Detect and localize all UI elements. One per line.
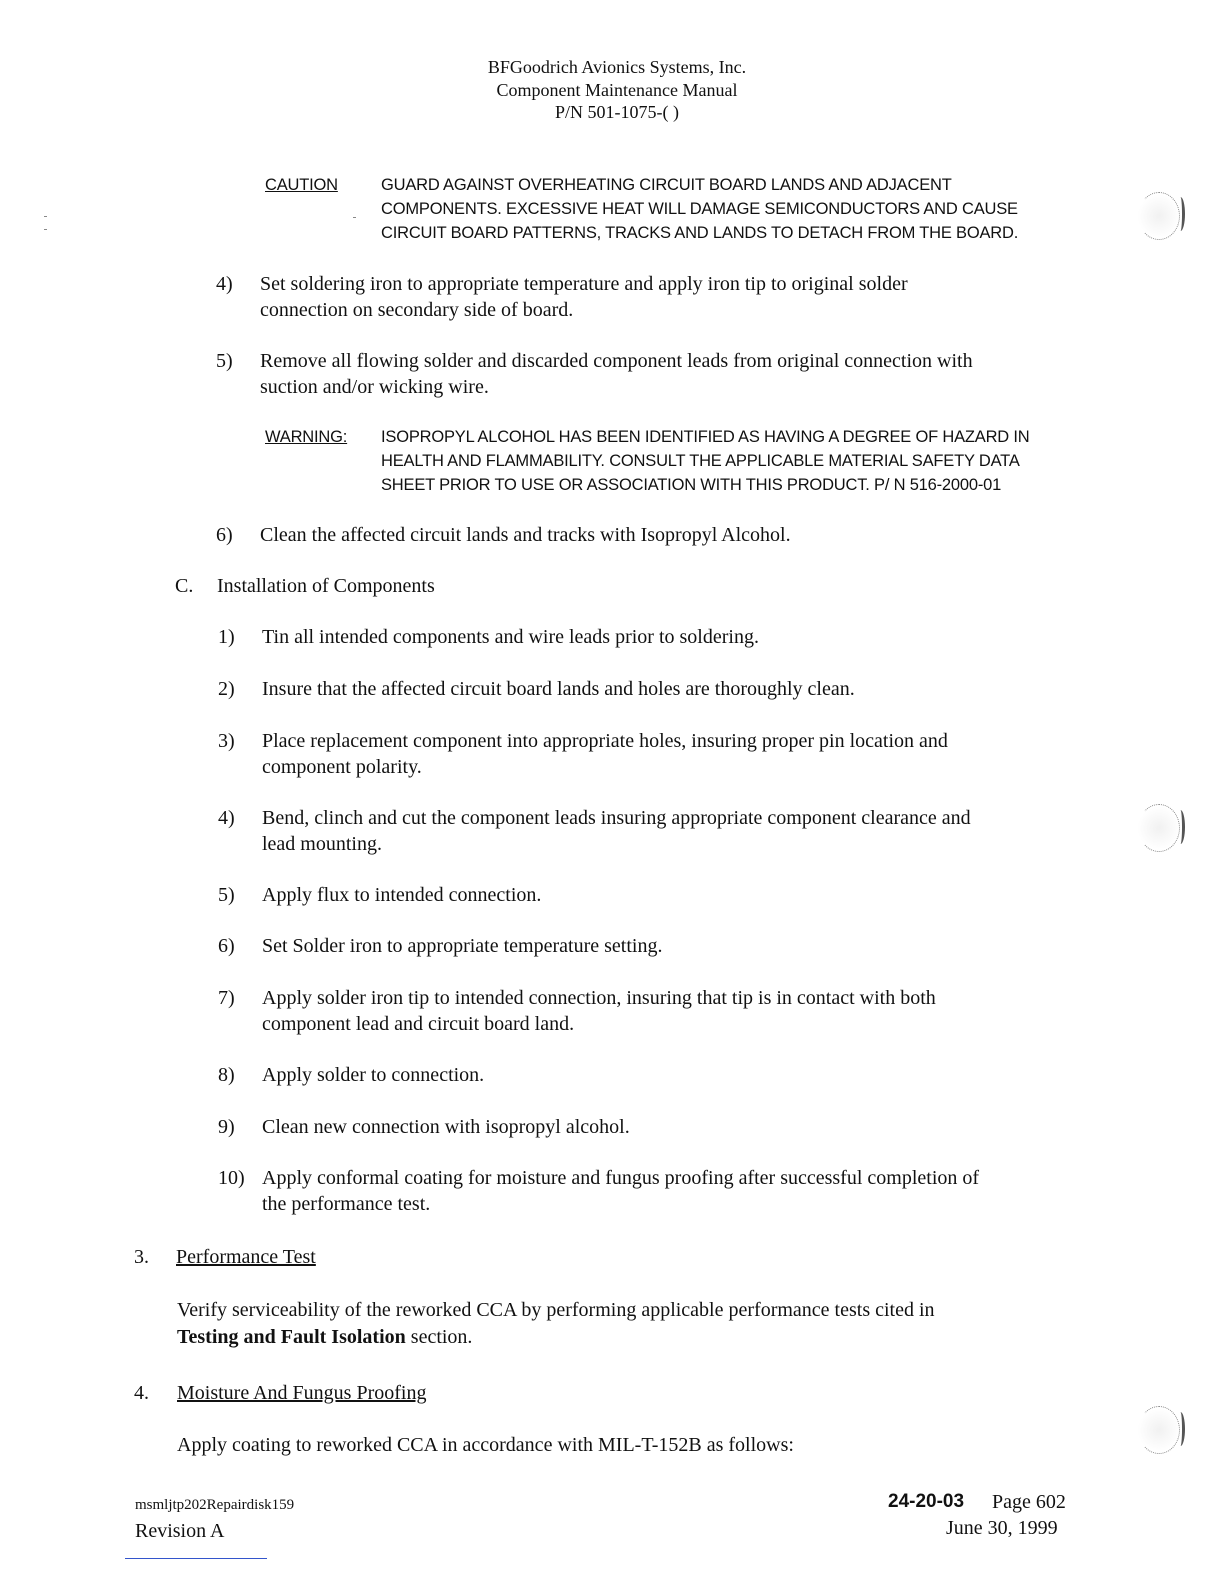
step-text-line: Apply solder to connection.: [262, 1064, 485, 1086]
section-3-bold-reference: Testing and Fault Isolation: [177, 1326, 406, 1348]
step-text-line: connection on secondary side of board.: [260, 299, 574, 321]
step-number: 8): [218, 1064, 235, 1086]
caution-label: CAUTION: [265, 176, 338, 194]
header-company: BFGoodrich Avionics Systems, Inc.: [487, 57, 747, 77]
step-text-line: Tin all intended components and wire leads prior to soldering.: [262, 626, 759, 648]
step-text-line: suction and/or wicking wire.: [260, 376, 489, 398]
section-c-title: Installation of Components: [217, 575, 435, 597]
step-number: 4): [216, 273, 233, 295]
footer-date: June 30, 1999: [946, 1517, 1058, 1539]
warning-line-1: ISOPROPYL ALCOHOL HAS BEEN IDENTIFIED AS HAVING A DEGREE OF HAZARD IN: [381, 428, 1030, 446]
step-text-line: Clean the affected circuit lands and tracks with Isopropyl Alcohol.: [260, 524, 791, 546]
warning-line-2: HEALTH AND FLAMMABILITY. CONSULT THE APPLICABLE MATERIAL SAFETY DATA: [381, 452, 1020, 470]
step-number: 6): [218, 935, 235, 957]
header-manual: Component Maintenance Manual: [496, 80, 738, 100]
scan-speck: [353, 217, 356, 218]
step-text-line: Remove all flowing solder and discarded component leads from original connection with: [260, 350, 973, 372]
section-3-title: Performance Test: [176, 1246, 316, 1268]
section-4-number: 4.: [134, 1382, 149, 1404]
warning-label: WARNING:: [265, 428, 348, 446]
punch-hole-edge-icon: [1176, 197, 1185, 231]
punch-hole-edge-icon: [1176, 810, 1185, 844]
step-text-line: Clean new connection with isopropyl alcohol.: [262, 1116, 630, 1138]
step-text-line: Apply conformal coating for moisture and fungus proofing after successful completion of: [262, 1167, 980, 1189]
section-3-text-line-2: [177, 1324, 472, 1350]
punch-hole-icon: [1138, 804, 1180, 852]
footer-section-code: 24-20-03: [888, 1491, 965, 1512]
section-3-text-tail: section.: [405, 1326, 473, 1348]
step-text-line: lead mounting.: [262, 833, 382, 855]
step-text-line: Set Solder iron to appropriate temperature setting.: [262, 935, 663, 957]
step-number: 4): [218, 807, 235, 829]
scan-speck: [44, 216, 47, 217]
step-text-line: Apply flux to intended connection.: [262, 884, 542, 906]
section-4-text-line-1: Apply coating to reworked CCA in accordance with MIL-T-152B as follows:: [177, 1434, 794, 1456]
step-number: 5): [216, 350, 233, 372]
footer-page-number: Page 602: [992, 1491, 1066, 1513]
punch-hole-icon: [1138, 1406, 1180, 1454]
step-text-line: Place replacement component into appropriate holes, insuring proper pin location and: [262, 730, 948, 752]
header-part-number: P/N 501-1075-( ): [555, 102, 679, 122]
footer-file-name: msmljtp202Repairdisk159: [135, 1497, 295, 1513]
footer-rule: [125, 1558, 267, 1559]
step-number: 2): [218, 678, 235, 700]
step-text-line: component lead and circuit board land.: [262, 1013, 575, 1035]
step-number: 9): [218, 1116, 235, 1138]
caution-line-2: COMPONENTS. EXCESSIVE HEAT WILL DAMAGE SEMICONDUCTORS AND CAUSE: [381, 200, 1018, 218]
step-text-line: Bend, clinch and cut the component leads insuring appropriate component clearance and: [262, 807, 971, 829]
step-number: 5): [218, 884, 235, 906]
punch-hole-icon: [1138, 192, 1180, 240]
step-number: 7): [218, 987, 235, 1009]
section-3-number: 3.: [134, 1246, 149, 1268]
caution-line-3: CIRCUIT BOARD PATTERNS, TRACKS AND LANDS TO DETACH FROM THE BOARD.: [381, 224, 1019, 242]
step-number: 6): [216, 524, 233, 546]
warning-line-3: SHEET PRIOR TO USE OR ASSOCIATION WITH THIS PRODUCT. P/ N 516-2000-01: [381, 476, 1002, 494]
step-number: 1): [218, 626, 235, 648]
step-text-line: Set soldering iron to appropriate temperature and apply iron tip to original solder: [260, 273, 908, 295]
step-number: 10): [218, 1167, 245, 1189]
scan-speck: [44, 229, 47, 230]
caution-line-1: GUARD AGAINST OVERHEATING CIRCUIT BOARD LANDS AND ADJACENT: [381, 176, 952, 194]
step-text-line: the performance test.: [262, 1193, 431, 1215]
step-text-line: Apply solder iron tip to intended connection, insuring that tip is in contact with both: [262, 987, 936, 1009]
section-c-letter: C.: [175, 575, 194, 597]
step-number: 3): [218, 730, 235, 752]
step-text-line: Insure that the affected circuit board lands and holes are thoroughly clean.: [262, 678, 855, 700]
punch-hole-edge-icon: [1176, 1412, 1185, 1446]
footer-revision: Revision A: [135, 1520, 225, 1542]
section-4-title: Moisture And Fungus Proofing: [177, 1382, 427, 1404]
step-text-line: component polarity.: [262, 756, 422, 778]
section-3-text-line-1: Verify serviceability of the reworked CCA by performing applicable performance tests cited in: [177, 1299, 935, 1321]
